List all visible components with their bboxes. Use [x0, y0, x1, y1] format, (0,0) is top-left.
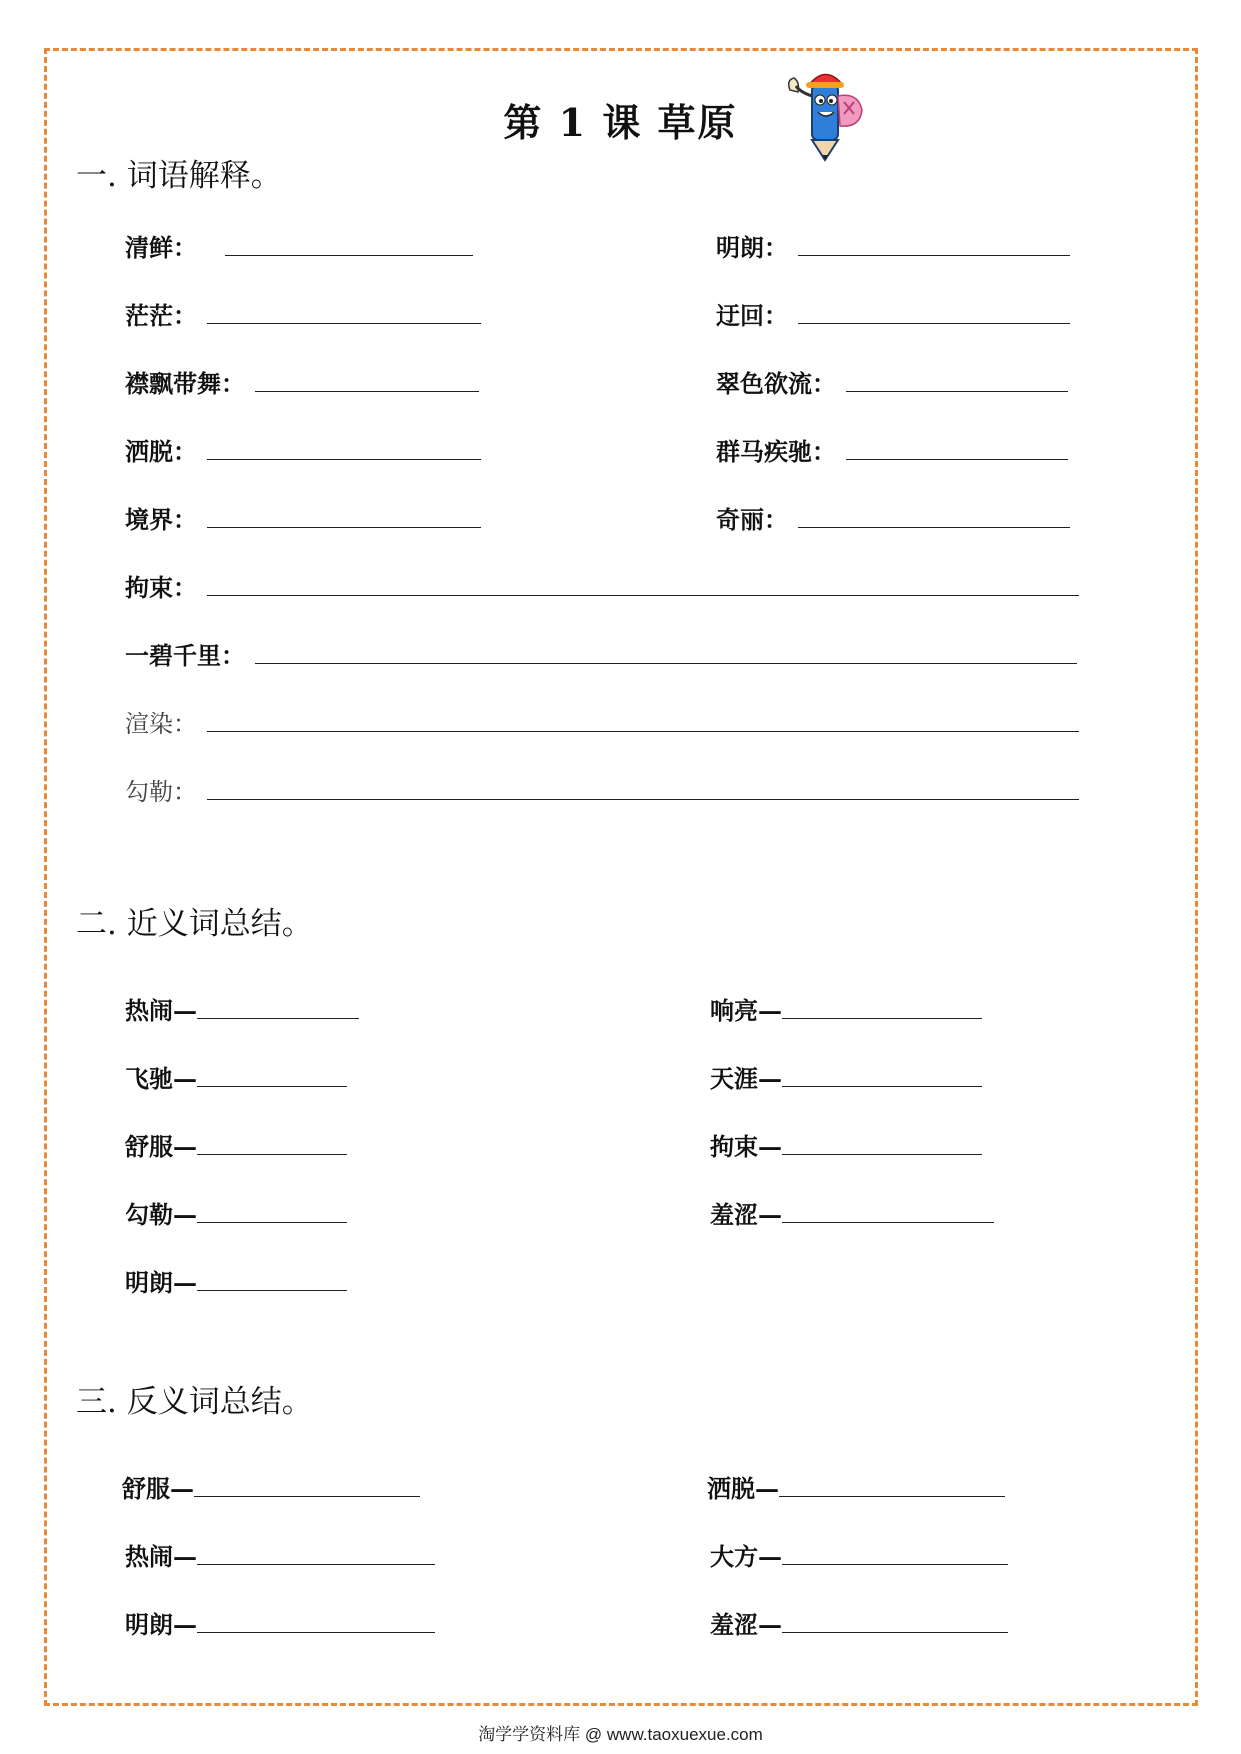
- vocab-item: [125, 227, 473, 263]
- antonym-item: [125, 1604, 435, 1640]
- answer-blank[interactable]: [798, 255, 1070, 256]
- answer-blank[interactable]: [782, 1222, 994, 1223]
- vocab-word: 洒脱：: [125, 437, 197, 466]
- answer-blank[interactable]: [782, 1018, 982, 1019]
- footer-source: 淘学学资料库 @ www.taoxuexue.com: [478, 1725, 763, 1744]
- answer-blank[interactable]: [197, 1290, 347, 1291]
- synonym-item: [125, 1126, 347, 1162]
- answer-blank[interactable]: [782, 1154, 982, 1155]
- synonym-item: [125, 990, 359, 1026]
- synonym-item: [710, 1126, 982, 1162]
- antonym-word: 热闹—: [125, 1542, 197, 1571]
- synonym-word: 羞涩—: [710, 1200, 782, 1229]
- answer-blank[interactable]: [194, 1496, 420, 1497]
- section-heading-synonyms: 二. 近义词总结。: [76, 906, 313, 942]
- antonym-word: 舒服—: [122, 1474, 194, 1503]
- vocab-word: 迂回：: [716, 301, 788, 330]
- vocab-word: 境界：: [125, 505, 197, 534]
- answer-blank[interactable]: [207, 731, 1079, 732]
- antonym-item: [707, 1468, 1005, 1504]
- answer-blank[interactable]: [197, 1018, 359, 1019]
- synonym-item: [125, 1262, 347, 1298]
- antonym-item: [125, 1536, 435, 1572]
- antonym-word: 大方—: [710, 1542, 782, 1571]
- vocab-item: [125, 499, 481, 535]
- answer-blank[interactable]: [197, 1564, 435, 1565]
- synonym-item: [710, 1194, 994, 1230]
- answer-blank[interactable]: [255, 391, 479, 392]
- vocab-item: [716, 499, 1070, 535]
- synonym-word: 拘束—: [710, 1132, 782, 1161]
- answer-blank[interactable]: [798, 323, 1070, 324]
- synonym-word: 响亮—: [710, 996, 782, 1025]
- antonym-item: [122, 1468, 420, 1504]
- vocab-word: 襟飘带舞：: [125, 369, 245, 398]
- answer-blank[interactable]: [846, 459, 1068, 460]
- vocab-item: [125, 431, 481, 467]
- page-title: 第 1 课 草原: [503, 100, 738, 145]
- antonym-item: [710, 1604, 1008, 1640]
- section-heading-antonyms: 三. 反义词总结。: [76, 1384, 313, 1420]
- synonym-word: 勾勒—: [125, 1200, 197, 1229]
- vocab-word: 翠色欲流：: [716, 369, 836, 398]
- synonym-item: [710, 990, 982, 1026]
- answer-blank[interactable]: [207, 799, 1079, 800]
- vocab-word: 拘束：: [125, 573, 197, 602]
- answer-blank[interactable]: [197, 1154, 347, 1155]
- answer-blank[interactable]: [846, 391, 1068, 392]
- answer-blank[interactable]: [255, 663, 1077, 664]
- vocab-item: [716, 227, 1070, 263]
- answer-blank[interactable]: [207, 527, 481, 528]
- synonym-word: 明朗—: [125, 1268, 197, 1297]
- synonym-item: [125, 1058, 347, 1094]
- vocab-word: 茫茫：: [125, 301, 197, 330]
- vocab-word: 明朗：: [716, 233, 788, 262]
- answer-blank[interactable]: [782, 1086, 982, 1087]
- synonym-item: [125, 1194, 347, 1230]
- synonym-word: 天涯—: [710, 1064, 782, 1093]
- vocab-word: 渲染：: [125, 710, 197, 738]
- pencil-mascot-icon: [782, 62, 872, 162]
- synonym-word: 飞驰—: [125, 1064, 197, 1093]
- vocab-word: 奇丽：: [716, 505, 788, 534]
- vocab-word: 勾勒：: [125, 778, 197, 806]
- answer-blank[interactable]: [782, 1564, 1008, 1565]
- answer-blank[interactable]: [207, 595, 1079, 596]
- answer-blank[interactable]: [197, 1086, 347, 1087]
- synonym-word: 舒服—: [125, 1132, 197, 1161]
- vocab-item: [125, 635, 1077, 671]
- answer-blank[interactable]: [207, 459, 481, 460]
- vocab-item: [716, 431, 1068, 467]
- vocab-item: [716, 295, 1070, 331]
- vocab-word: 一碧千里：: [125, 641, 245, 670]
- answer-blank[interactable]: [225, 255, 473, 256]
- antonym-item: [710, 1536, 1008, 1572]
- answer-blank[interactable]: [782, 1632, 1008, 1633]
- vocab-item: [125, 295, 481, 331]
- vocab-item: [125, 363, 479, 399]
- answer-blank[interactable]: [779, 1496, 1005, 1497]
- answer-blank[interactable]: [197, 1632, 435, 1633]
- vocab-item: [716, 363, 1068, 399]
- antonym-word: 洒脱—: [707, 1474, 779, 1503]
- vocab-item: [125, 703, 1079, 739]
- vocab-item: [125, 771, 1079, 807]
- synonym-word: 热闹—: [125, 996, 197, 1025]
- antonym-word: 羞涩—: [710, 1610, 782, 1639]
- synonym-item: [710, 1058, 982, 1094]
- antonym-word: 明朗—: [125, 1610, 197, 1639]
- vocab-item: [125, 567, 1079, 603]
- answer-blank[interactable]: [197, 1222, 347, 1223]
- answer-blank[interactable]: [798, 527, 1070, 528]
- vocab-word: 清鲜：: [125, 233, 197, 262]
- vocab-word: 群马疾驰：: [716, 437, 836, 466]
- section-heading-vocab: 一. 词语解释。: [76, 158, 282, 194]
- answer-blank[interactable]: [207, 323, 481, 324]
